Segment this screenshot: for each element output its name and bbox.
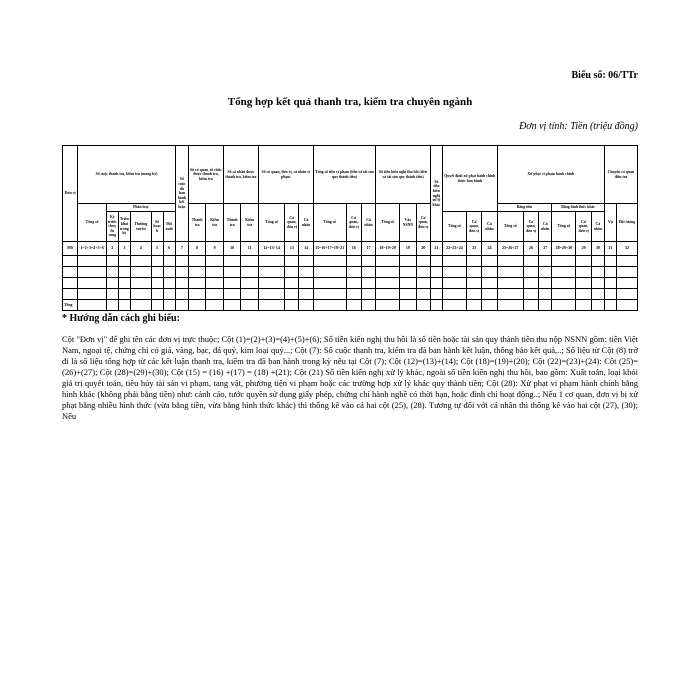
col-number: 5 [151, 242, 163, 256]
col-header-vao-nsnn: Vào NSNN [400, 204, 416, 242]
col-header-ky-truoc: Kỳ trước chuyển sang [106, 212, 118, 242]
col-number: 28=29+30 [552, 242, 576, 256]
guide-heading: * Hướng dẫn cách ghi biểu: [62, 313, 180, 324]
col-header-so-cuoc: Số cuộc thanh tra, kiểm tra (mang kỳ) [78, 146, 175, 204]
table-row [63, 256, 638, 267]
col-header-co-quan-13: Cơ quan, đơn vị [285, 204, 299, 242]
col-number: 11 [241, 242, 259, 256]
col-header-tong-so-18: Tổng số [376, 204, 400, 242]
col-number: 18=19+20 [376, 242, 400, 256]
col-header-bang-hinh-thuc-khac: Bằng hình thức khác [552, 204, 605, 212]
col-header-don-vi: Đơn vị [63, 146, 78, 242]
col-header-bang-tien: Bằng tiền [497, 204, 552, 212]
col-header-so-co-quan-vp: Số cơ quan, đơn vị, cá nhân vi phạm [258, 146, 313, 204]
col-number: 20 [416, 242, 430, 256]
col-number: 32 [616, 242, 637, 256]
col-number: 23 [466, 242, 481, 256]
col-header-so-hoach: Số hoạch [151, 212, 163, 242]
col-number: 30 [591, 242, 604, 256]
col-header-co-quan-26: Cơ quan, đơn vị [523, 212, 538, 242]
col-header-tong-so-15: Tổng số [313, 204, 346, 242]
col-number: 10 [223, 242, 241, 256]
col-header-quyet-dinh: Quyết định xử phạt hành chính được ban hành [442, 146, 497, 212]
col-header-doi-tuong: Đối tượng [616, 204, 637, 242]
col-header-tong-so-25: Tổng số [497, 212, 523, 242]
total-row [63, 300, 638, 311]
col-header-kiem-tra-2: Kiểm tra [241, 204, 259, 242]
col-number: 15=16+17=18+21 [313, 242, 346, 256]
report-title: Tổng hợp kết quả thanh tra, kiểm tra chuyên ngành [227, 96, 473, 108]
table-row [63, 289, 638, 300]
col-header-dot-xuat: Đột xuất [163, 212, 175, 242]
col-header-ca-nhan-14: Cá nhân [299, 204, 313, 242]
col-number: 12=13+14 [258, 242, 284, 256]
col-number: 8 [188, 242, 206, 256]
col-header-so-cuoc-da-ban-hanh: Số cuộc đã ban hành kết luận [175, 146, 188, 242]
col-header-so-tien-kien-nghi-khac: Số tiền kiến nghị xử lý khác [430, 146, 442, 242]
col-number: 29 [576, 242, 591, 256]
col-header-thuong-xuyen: Thường xuyên [130, 212, 151, 242]
total-label: Tổng [63, 300, 78, 311]
col-number: 14 [299, 242, 313, 256]
col-header-co-quan-29: Cơ quan, đơn vị [576, 212, 591, 242]
col-number: 7 [175, 242, 188, 256]
unit-label: Đơn vị tính: Tiền (triệu đồng) [519, 121, 638, 132]
col-header-co-quan-23: Cơ quan, đơn vị [466, 212, 481, 242]
col-number: MS [63, 242, 78, 256]
col-number: 4 [130, 242, 151, 256]
guide-text: Cột "Đơn vị" để ghi tên các đơn vị trực thuộc; Cột (1)=(2)+(3)=(4)+(5)+(6); Số tiền kiến nghị thu hồi là số tiền hoặc tài sản quy thành tiền thu nộp NSNN gồm: tiền Việt Nam, ngoại tệ, chứng chỉ có giá, vàng, bạc, đá quý, kim loại quý...; Cột (7): Số cuộc thanh tra, kiểm tra đã ban hành kết luận, thông báo kết quả,..; Số liệu từ Cột (8) trở đi là số liệu tổng hợp từ các kết luận thanh tra, kiểm tra đã ban hành trong kỳ nêu tại Cột (7); Cột (12)=(13)+(14); Cột (18)=(19)+(20); Cột (22)=(23)+(24): Cột (25)=(26)+(27); Cột (28)=(29)+(30); Cột (15) = (16) +(17) = (18) +(21); Cột (21) Số tiền kiến nghị xử lý khác, ngoài số tiền kiến nghị thu hồi, bao gồm: Xuất toán, loại khỏi giá trị quyết toán, tiêu hủy tài sản vi phạm, tang vật, phương tiện vi phạm hoặc các trường hợp xử lý khác quy thành tiền; Cột (28): Xử phạt vi phạm hành chính bằng hình khác (không phải bằng tiền) như: cảnh cáo, tước quyền sử dụng giấy phép, chứng chỉ hành nghề có thời hạn, hoặc đình chỉ hoạt động..; Nếu 1 cơ quan, đơn vị bị xử phạt bằng nhiều hình thức (vừa bằng tiền, vừa bằng hình thức khác) thì thống kê vào cả hai cột (25), (28). Tương tự đối với cá nhân thì thống kê vào hai cột (27), (30); Nếu [62, 334, 638, 421]
col-header-thanh-tra-1: Thanh tra [188, 204, 206, 242]
table-row [63, 267, 638, 278]
col-header-ca-nhan-17: Cá nhân [361, 204, 375, 242]
col-number: 13 [285, 242, 299, 256]
col-header-tong-so-12: Tổng số [258, 204, 284, 242]
col-number: 22=23+24 [442, 242, 466, 256]
col-number: 17 [361, 242, 375, 256]
col-number: 19 [400, 242, 416, 256]
col-number: 24 [482, 242, 497, 256]
table-row [63, 278, 638, 289]
col-header-tong-so-1: Tổng số [78, 204, 106, 242]
col-header-trien-khai: Triển khai trong kỳ [118, 212, 130, 242]
col-header-xu-phat: Xử phạt vi phạm hành chính [497, 146, 604, 204]
col-header-kiem-tra-1: Kiểm tra [206, 204, 224, 242]
col-header-chuyen-co-quan: Chuyển cơ quan điều tra [604, 146, 637, 204]
col-header-co-quan-16: Cơ quan, đơn vị [346, 204, 361, 242]
col-header-tong-so-tien-vp: Tổng số tiền vi phạm (tiền và tài sản quy thành tiền) [313, 146, 375, 204]
col-number: 21 [430, 242, 442, 256]
col-number: 26 [523, 242, 538, 256]
col-number: 31 [604, 242, 616, 256]
col-number: 2 [106, 242, 118, 256]
column-number-row [63, 242, 638, 256]
col-number: 25=26+27 [497, 242, 523, 256]
col-header-tong-so-28: Tổng số [552, 212, 576, 242]
col-number: 1=2+3=4+5+6 [78, 242, 106, 256]
col-header-so-tien-kien-nghi: Số tiền kiến nghị thu hồi (tiền và tài sản quy thành tiền) [376, 146, 431, 204]
col-header-tong-so-22: Tổng số [442, 212, 466, 242]
header-row-2 [63, 204, 638, 212]
header-row-1 [63, 146, 638, 204]
col-header-so-ca-nhan: Số cá nhân được thanh tra, kiểm tra [223, 146, 258, 204]
col-header-ca-nhan-24: Cá nhân [482, 212, 497, 242]
col-header-co-quan-20: Cơ quan, đơn vị [416, 204, 430, 242]
form-code: Biểu số: 06/TTr [571, 70, 638, 81]
col-header-thanh-tra-2: Thanh tra [223, 204, 241, 242]
col-header-phan-loai: Phân loại [106, 204, 175, 212]
col-number: 3 [118, 242, 130, 256]
report-table [62, 145, 638, 311]
col-number: 9 [206, 242, 224, 256]
col-header-ca-nhan-30: Cá nhân [591, 212, 604, 242]
col-header-so-co-so: Số cơ quan, tổ chức được thanh tra, kiểm tra [188, 146, 223, 204]
col-header-ca-nhan-27: Cá nhân [539, 212, 552, 242]
col-number: 16 [346, 242, 361, 256]
col-number: 27 [539, 242, 552, 256]
col-number: 6 [163, 242, 175, 256]
col-header-vu: Vụ [604, 204, 616, 242]
